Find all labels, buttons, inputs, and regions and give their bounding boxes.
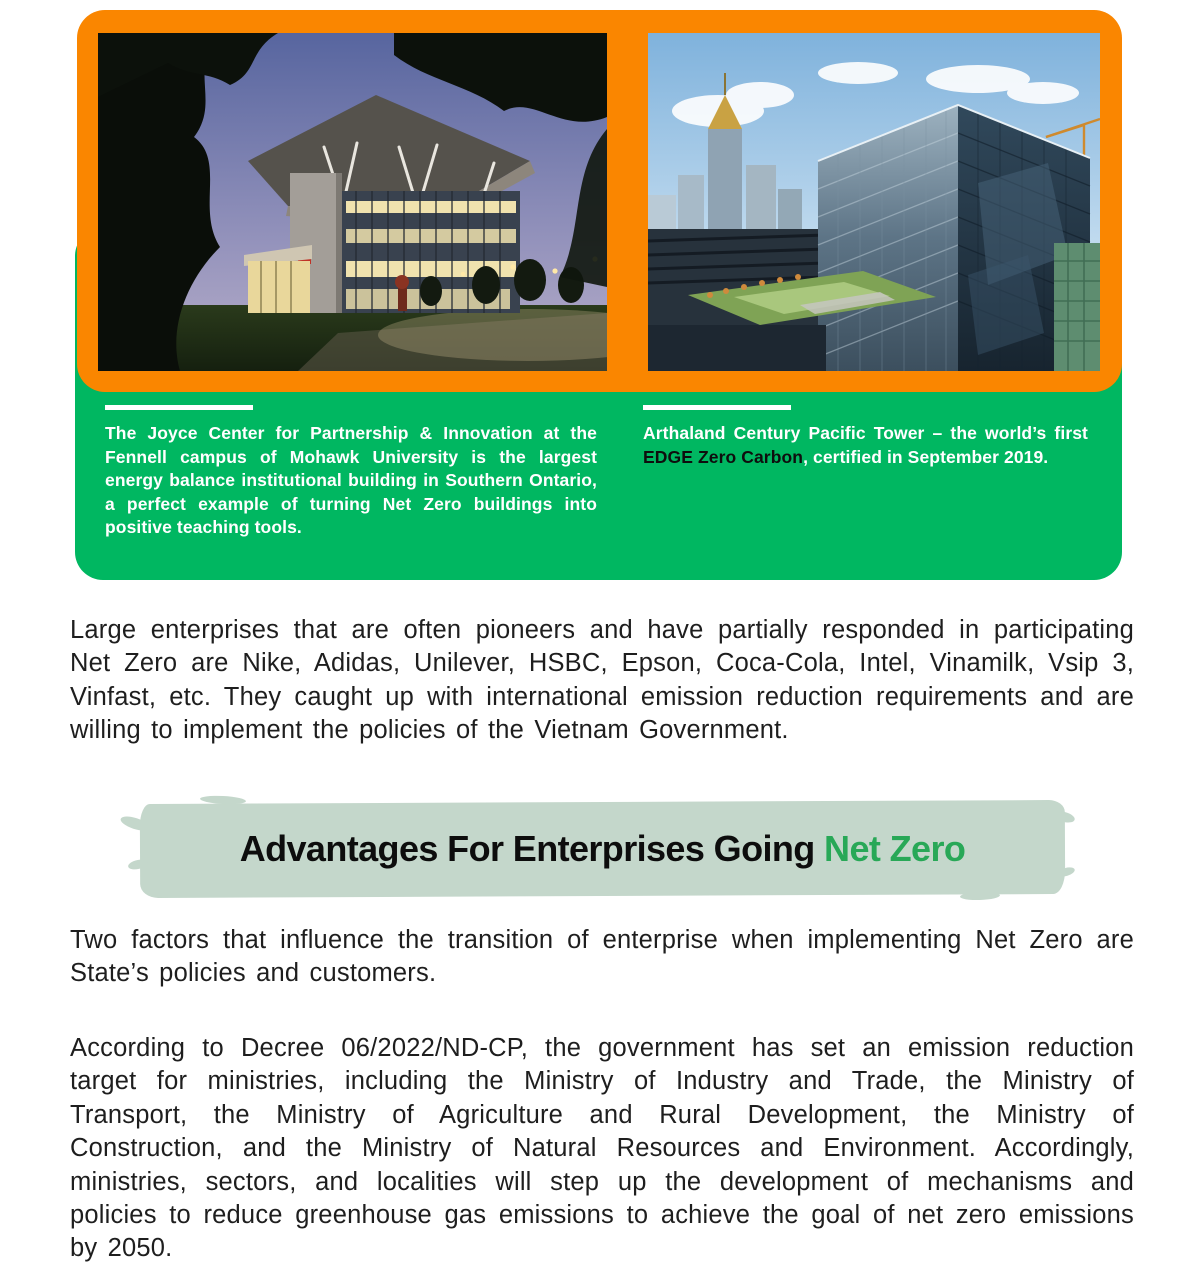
paragraph-enterprises: Large enterprises that are often pioneers and have partially responded in participating Net Zero are Nike, Adidas, Unilever, HSBC, Epson, Coca-Cola, Intel, Vinamilk, Vsip 3, Vinfast, etc. They caught up with international emission reduction requirements and are willing to implement the policies of the Vietnam Government. <box>70 616 1134 745</box>
paragraph-decree: According to Decree 06/2022/ND-CP, the government has set an emission reduction target for ministries, including the Ministry of Industry and Trade, the Ministry of Transport, the Ministry of Agriculture and Rural Development, the Ministry of Construction, and the Ministry of Natural Resources and Environment. Accordingly, ministries, sectors, and localities will step up the development of mechanisms and policies to reduce greenhouse gas emissions to achieve the goal of net zero emissions by 2050. <box>70 1034 1134 1263</box>
heading-run-black: Advantages For Enterprises Going <box>239 828 825 869</box>
caption-divider-left <box>105 405 253 410</box>
heading-run-green: Net Zero <box>824 828 966 869</box>
caption-run-plain: Arthaland Century Pacific Tower – the world’s first <box>643 423 1088 443</box>
caption-run-highlight: EDGE Zero Carbon <box>643 446 804 467</box>
caption-divider-right <box>643 405 791 410</box>
arthaland-tower-photo <box>648 33 1100 371</box>
caption-run-plain-2: , certified in September 2019. <box>803 446 1049 467</box>
paragraph-two-factors: Two factors that influence the transition of enterprise when implementing Net Zero are State’s policies and customers. <box>70 926 1134 988</box>
joyce-center-photo <box>98 33 607 371</box>
caption-arthaland <box>643 405 1088 469</box>
caption-joyce-text: The Joyce Center for Partnership & Innovation at the Fennell campus of Mohawk University is the largest energy balance institutional building in Southern Ontario, a perfect example of turning Net Zero buildings into positive teaching tools. <box>105 423 597 538</box>
photo-frame <box>77 10 1122 392</box>
section-heading <box>140 802 1065 896</box>
section-heading-banner <box>140 802 1065 896</box>
caption-arthaland-text <box>643 422 1088 469</box>
caption-joyce-center <box>105 405 597 540</box>
